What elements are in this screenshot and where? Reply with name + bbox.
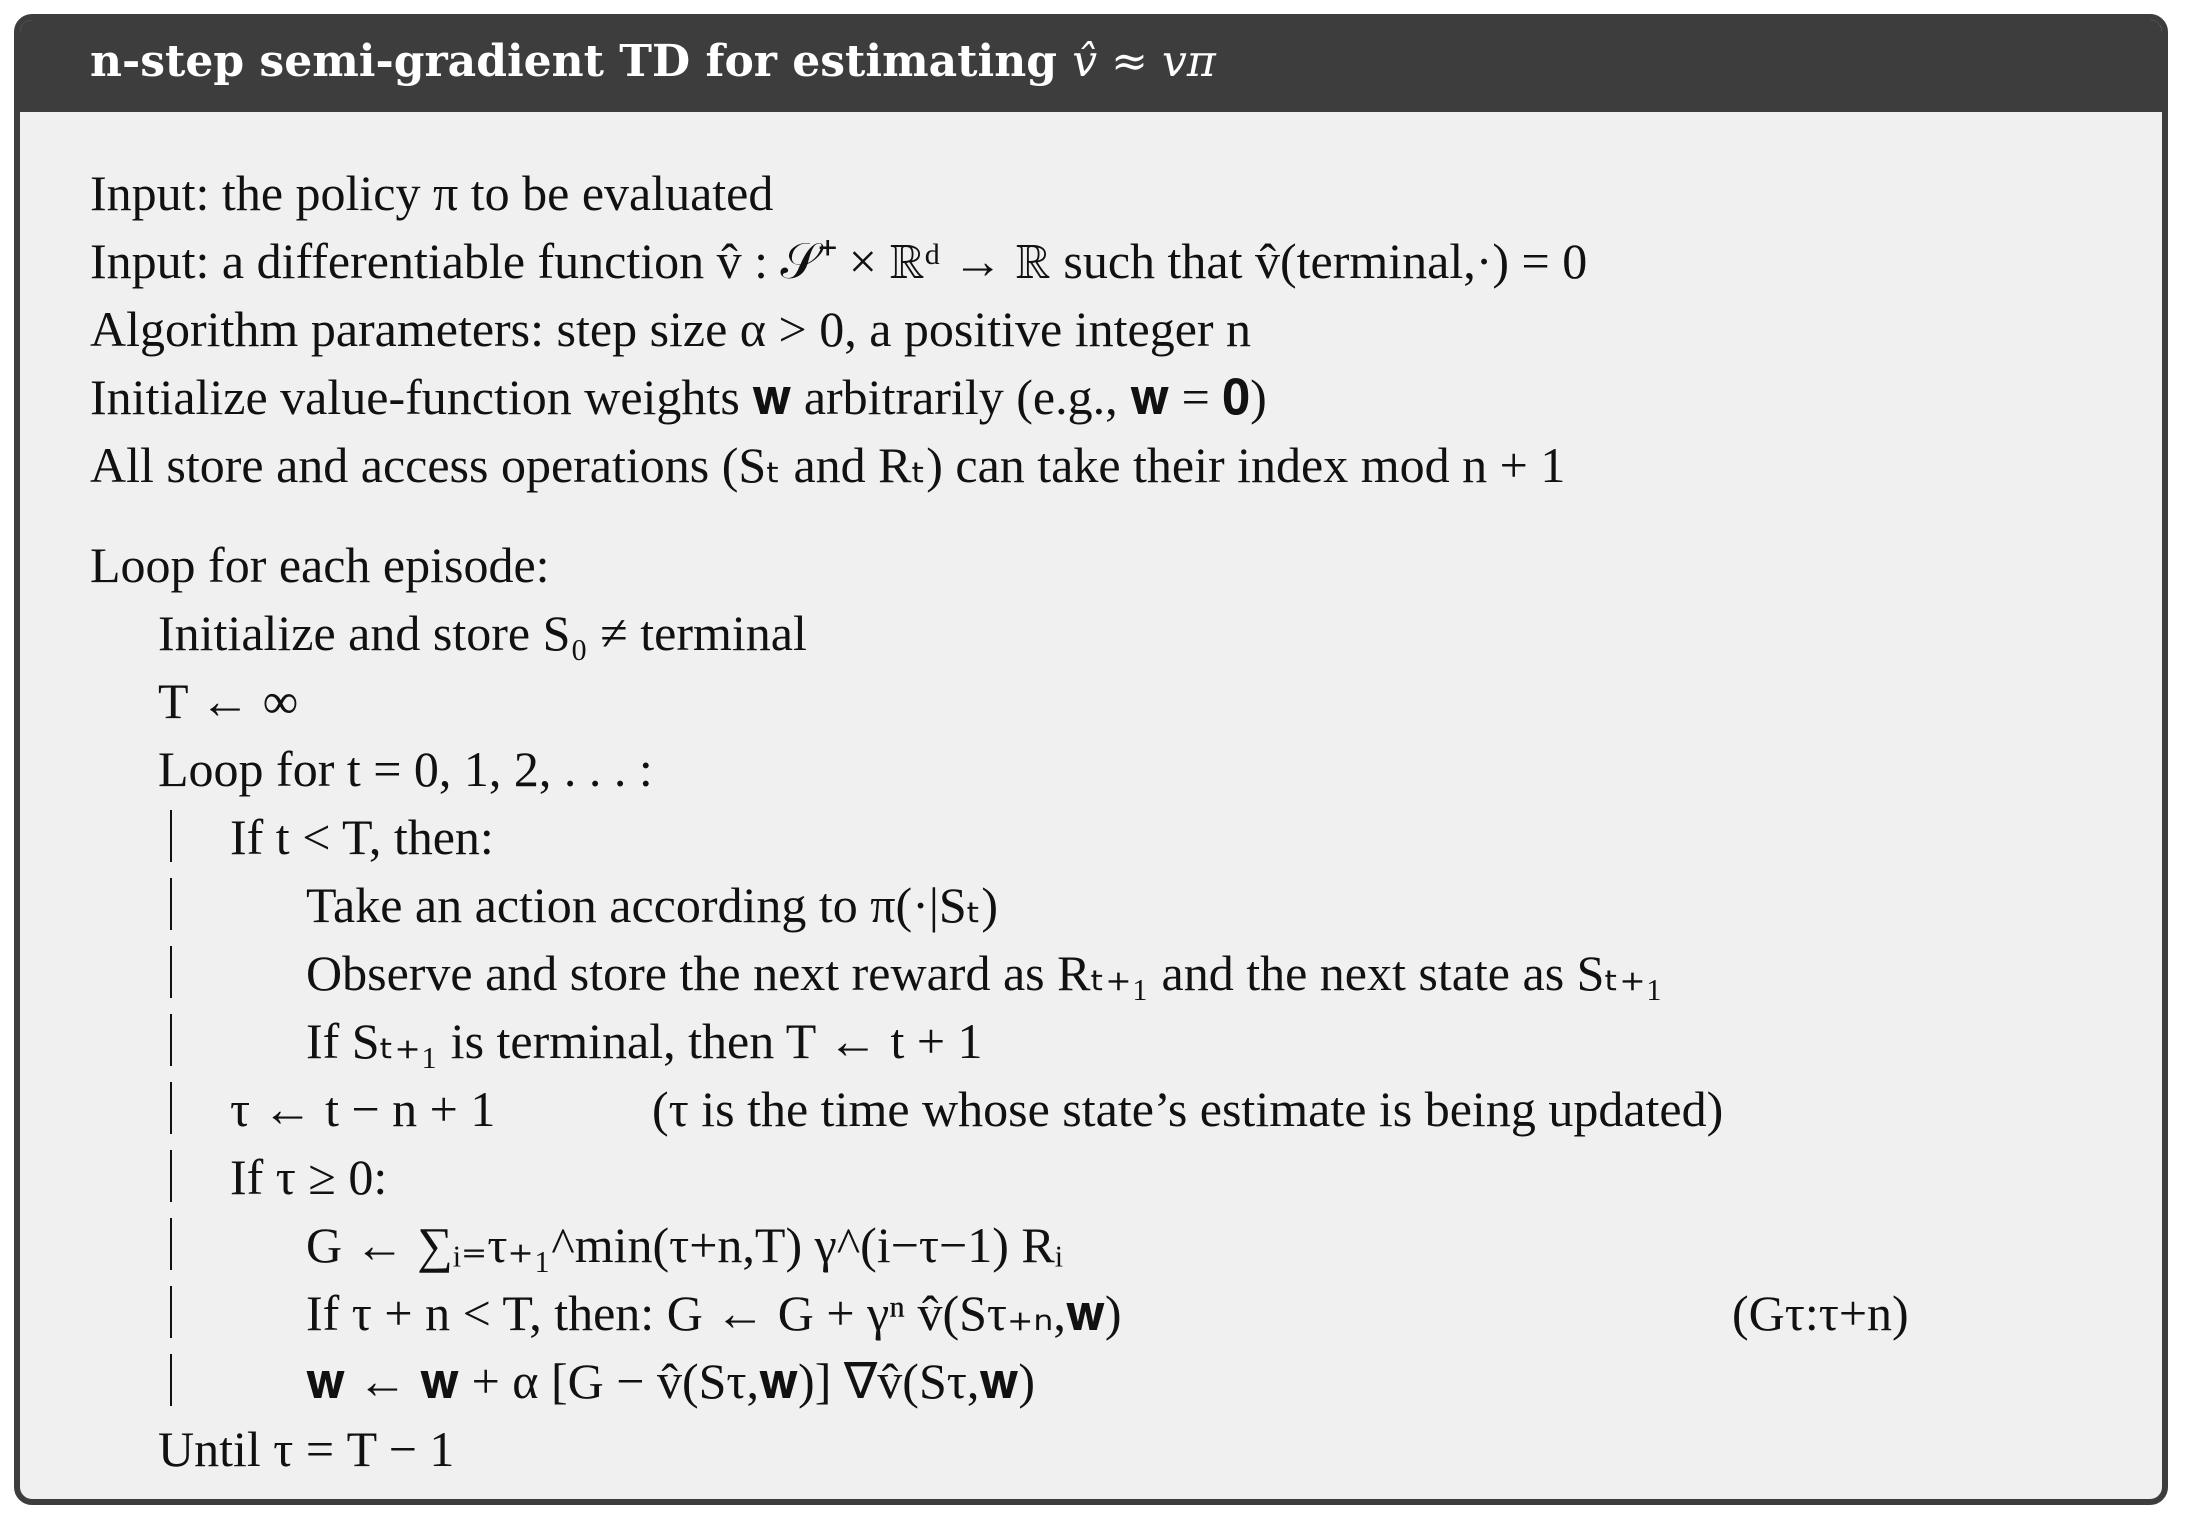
loop-bar-7 xyxy=(170,1218,172,1270)
algorithm-box xyxy=(14,14,2168,1505)
input-function: Input: a differentiable function v̂ : 𝒮⁺ × ℝᵈ → ℝ such that v̂(terminal,·) = 0 xyxy=(90,233,1588,289)
if-terminal: If Sₜ₊₁ is terminal, then T ← t + 1 xyxy=(306,1013,983,1069)
loop-bar-1 xyxy=(170,810,172,862)
loop-bar-4 xyxy=(170,1014,172,1066)
store-access-note: All store and access operations (Sₜ and Rₜ) can take their index mod n + 1 xyxy=(90,437,1566,493)
loop-bar-2 xyxy=(170,878,172,930)
if-t-less-than-T: If t < T, then: xyxy=(230,809,494,865)
loop-bar-3 xyxy=(170,946,172,998)
initialize-state: Initialize and store S₀ ≠ terminal xyxy=(158,605,807,661)
take-action: Take an action according to π(·|Sₜ) xyxy=(306,877,999,933)
bootstrap-update: If τ + n < T, then: G ← G + γⁿ v̂(Sτ₊ₙ,𝐰) xyxy=(306,1285,1122,1341)
loop-bar-6 xyxy=(170,1150,172,1202)
initialize-weights: Initialize value-function weights 𝐰 arbitrarily (e.g., 𝐰 = 𝟎) xyxy=(90,369,1267,425)
tau-comment: (τ is the time whose state’s estimate is being updated) xyxy=(652,1081,1724,1137)
algorithm-parameters: Algorithm parameters: step size α > 0, a positive integer n xyxy=(90,301,1252,357)
title-prefix: n xyxy=(90,36,122,87)
until-condition: Until τ = T − 1 xyxy=(158,1421,455,1477)
title-text: -step semi-gradient TD for estimating xyxy=(122,36,1057,87)
algorithm-title-bar xyxy=(20,20,2162,112)
return-sum: G ← ∑ᵢ₌τ₊₁^min(τ+n,T) γ^(i−τ−1) Rᵢ xyxy=(306,1217,1063,1273)
weight-update: 𝐰 ← 𝐰 + α [G − v̂(Sτ,𝐰)] ∇v̂(Sτ,𝐰) xyxy=(306,1353,1036,1409)
tau-update: τ ← t − n + 1 xyxy=(230,1081,496,1137)
input-policy: Input: the policy π to be evaluated xyxy=(90,165,774,221)
loop-episode-header: Loop for each episode: xyxy=(90,537,550,593)
terminal-time-init: T ← ∞ xyxy=(158,673,299,729)
if-tau-nonnegative: If τ ≥ 0: xyxy=(230,1149,388,1205)
inner-loop-header: Loop for t = 0, 1, 2, . . . : xyxy=(158,741,653,797)
loop-bar-9 xyxy=(170,1354,172,1406)
return-label: (Gτ:τ+n) xyxy=(1732,1285,1909,1341)
algorithm-title xyxy=(90,36,1216,87)
loop-bar-5 xyxy=(170,1082,172,1134)
loop-bar-8 xyxy=(170,1286,172,1338)
observe-and-store: Observe and store the next reward as Rₜ₊₁ and the next state as Sₜ₊₁ xyxy=(306,945,1664,1001)
title-math: v̂ ≈ vπ xyxy=(1072,36,1216,87)
